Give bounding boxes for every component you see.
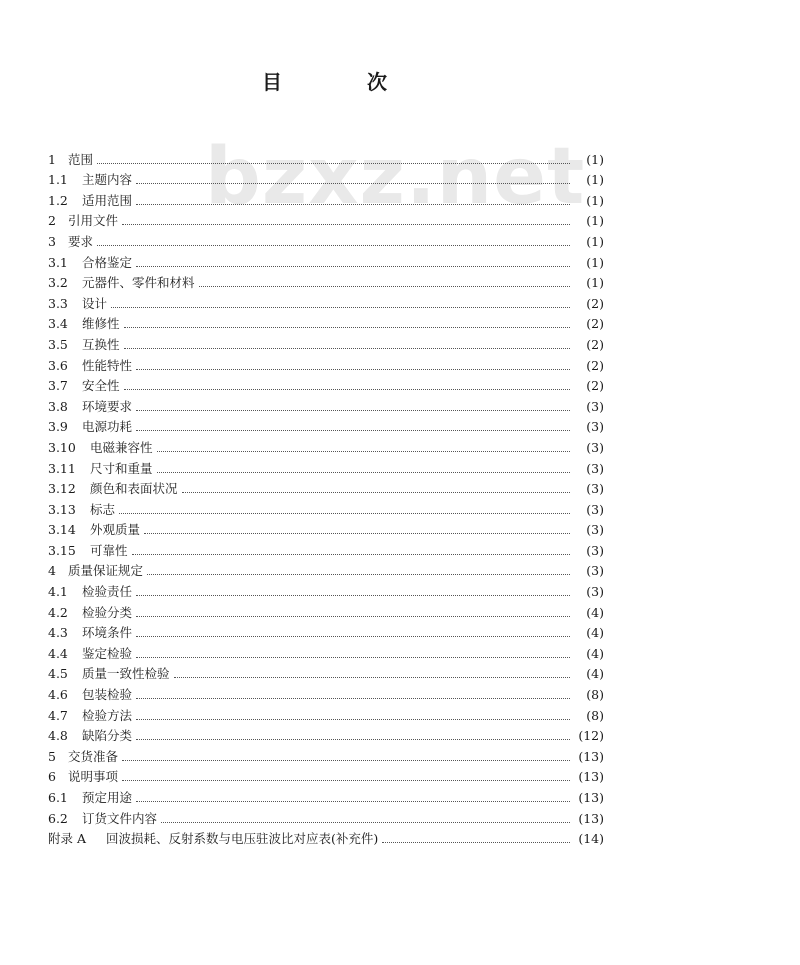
toc-entry-number: 4 (48, 563, 56, 579)
toc-entry-page: (4) (586, 645, 604, 661)
toc-leader-dots (97, 163, 570, 164)
toc-entry-number: 4.8 (48, 728, 68, 744)
toc-entry (48, 579, 604, 600)
toc-leader-dots (124, 348, 570, 349)
toc-entry-title: 交货准备 (68, 748, 119, 764)
toc-entry (48, 353, 604, 374)
toc-entry-title: 鉴定检验 (82, 645, 133, 661)
toc-entry-title: 环境要求 (82, 398, 133, 414)
toc-entry-number: 4.4 (48, 645, 68, 661)
toc-entry-title: 适用范围 (82, 192, 133, 208)
watermark: bzxz.net (205, 132, 586, 222)
toc-entry-title: 电源功耗 (82, 419, 133, 435)
toc-entry-number: 4.2 (48, 604, 68, 620)
toc-leader-dots (136, 595, 570, 596)
toc-entry-number: 3.4 (48, 316, 68, 332)
toc-entry (48, 785, 604, 806)
toc-entry-page: (1) (586, 233, 604, 249)
toc-entry-page: (4) (586, 625, 604, 641)
toc-entry-page: (2) (586, 336, 604, 352)
toc-entry-page: (4) (586, 666, 604, 682)
toc-leader-dots (136, 636, 570, 637)
toc-entry-title: 标志 (90, 501, 116, 517)
toc-entry (48, 497, 604, 518)
toc-entry-page: (2) (586, 378, 604, 394)
toc-entry (48, 744, 604, 765)
toc-leader-dots (136, 430, 570, 431)
toc-entry-page: (14) (578, 831, 604, 847)
toc-entry-title: 环境条件 (82, 625, 133, 641)
toc-leader-dots (147, 574, 570, 575)
toc-entry-page: (13) (578, 748, 604, 764)
toc-entry-page: (1) (586, 254, 604, 270)
toc-leader-dots (136, 266, 570, 267)
toc-entry (48, 538, 604, 559)
toc-entry-page: (1) (586, 213, 604, 229)
toc-leader-dots (111, 307, 570, 308)
toc-entry (48, 641, 604, 662)
toc-entry (48, 312, 604, 333)
toc-entry-number: 6 (48, 769, 56, 785)
toc-leader-dots (144, 533, 570, 534)
toc-leader-dots (174, 677, 570, 678)
toc-entry-number: 3.13 (48, 501, 76, 517)
toc-entry-title: 范围 (68, 151, 94, 167)
toc-entry-number: 3.14 (48, 522, 76, 538)
toc-entry-title: 性能特性 (82, 357, 133, 373)
toc-entry (48, 271, 604, 292)
toc-entry-page: (1) (586, 151, 604, 167)
toc-entry (48, 374, 604, 395)
toc-entry (48, 188, 604, 209)
toc-leader-dots (97, 245, 570, 246)
toc-entry-title: 回波损耗、反射系数与电压驻波比对应表(补充件) (106, 831, 379, 847)
toc-entry-title: 设计 (82, 295, 108, 311)
toc-leader-dots (132, 554, 570, 555)
toc-entry-title: 安全性 (82, 378, 120, 394)
toc-leader-dots (136, 183, 570, 184)
toc-entry-page: (3) (586, 584, 604, 600)
toc-entry-page: (3) (586, 501, 604, 517)
toc-entry-number: 1.1 (48, 172, 68, 188)
toc-entry-page: (2) (586, 316, 604, 332)
toc-entry (48, 147, 604, 168)
toc-leader-dots (136, 657, 570, 658)
toc-entry-page: (3) (586, 419, 604, 435)
toc-leader-dots (157, 451, 570, 452)
toc-entry-number: 4.5 (48, 666, 68, 682)
toc-entry-number: 5 (48, 748, 56, 764)
toc-entry-page: (13) (578, 769, 604, 785)
toc-entry (48, 477, 604, 498)
toc-leader-dots (136, 616, 570, 617)
toc-entry-page: (1) (586, 192, 604, 208)
toc-entry-title: 电磁兼容性 (90, 439, 153, 455)
toc-leader-dots (382, 842, 570, 843)
toc-entry-page: (3) (586, 398, 604, 414)
toc-entry-page: (3) (586, 460, 604, 476)
toc-entry-page: (3) (586, 542, 604, 558)
toc-entry-number: 6.1 (48, 790, 68, 805)
toc-entry-page: (3) (586, 563, 604, 579)
toc-entry-title: 颜色和表面状况 (90, 481, 178, 497)
toc-entry (48, 435, 604, 456)
toc-entry-page: (2) (586, 357, 604, 373)
toc-entry-title: 质量保证规定 (68, 563, 144, 579)
toc-leader-dots (136, 410, 570, 411)
toc-leader-dots (136, 698, 570, 699)
toc-entry-title: 检验方法 (82, 707, 133, 723)
toc-entry-page: (3) (586, 439, 604, 455)
toc-entry (48, 291, 604, 312)
toc-entry-number: 4.1 (48, 584, 68, 600)
toc-entry-number: 1.2 (48, 192, 68, 208)
toc-entry-page: (13) (578, 790, 604, 805)
toc-leader-dots (199, 286, 570, 287)
toc-leader-dots (136, 801, 570, 802)
toc-entry (48, 250, 604, 271)
toc-entry-number: 6.2 (48, 810, 68, 826)
toc-entry-number: 3.12 (48, 481, 76, 497)
toc-entry-page: (3) (586, 481, 604, 497)
toc-leader-dots (136, 204, 570, 205)
toc-entry-number: 4.7 (48, 707, 68, 723)
toc-entry (48, 600, 604, 621)
table-of-contents (48, 147, 604, 847)
toc-entry-number: 3.8 (48, 398, 68, 414)
toc-entry (48, 662, 604, 683)
toc-leader-dots (122, 760, 570, 761)
toc-leader-dots (124, 327, 570, 328)
toc-entry-page: (3) (586, 522, 604, 538)
toc-entry-page: (13) (578, 810, 604, 826)
toc-entry (48, 682, 604, 703)
toc-entry (48, 209, 604, 230)
toc-leader-dots (122, 224, 570, 225)
toc-entry (48, 703, 604, 724)
toc-entry-title: 可靠性 (90, 542, 128, 558)
toc-entry-page: (1) (586, 172, 604, 188)
toc-entry-title: 预定用途 (82, 790, 133, 805)
toc-entry-number: 3 (48, 233, 56, 249)
toc-entry-title: 包装检验 (82, 687, 133, 703)
toc-entry-page: (8) (586, 707, 604, 723)
toc-entry-title: 外观质量 (90, 522, 141, 538)
toc-entry (48, 415, 604, 436)
toc-entry-title: 合格鉴定 (82, 254, 133, 270)
toc-entry-title: 主题内容 (82, 172, 133, 188)
toc-entry-title: 要求 (68, 233, 94, 249)
toc-entry (48, 394, 604, 415)
toc-entry-title: 维修性 (82, 316, 120, 332)
toc-leader-dots (136, 739, 570, 740)
toc-entry (48, 806, 604, 827)
toc-leader-dots (136, 369, 570, 370)
toc-entry-title: 元器件、零件和材料 (82, 275, 195, 291)
toc-entry-number: 3.6 (48, 357, 68, 373)
toc-entry-title: 质量一致性检验 (82, 666, 170, 682)
toc-entry-title: 互换性 (82, 336, 120, 352)
toc-entry (48, 168, 604, 189)
toc-entry-page: (1) (586, 275, 604, 291)
toc-entry-number: 4.3 (48, 625, 68, 641)
toc-entry-number: 3.3 (48, 295, 68, 311)
toc-leader-dots (136, 719, 570, 720)
toc-entry-number: 3.15 (48, 542, 76, 558)
toc-entry-title: 检验分类 (82, 604, 133, 620)
toc-entry-page: (2) (586, 295, 604, 311)
toc-entry-number: 3.9 (48, 419, 68, 435)
toc-entry-number: 4.6 (48, 687, 68, 703)
toc-entry-number: 2 (48, 213, 56, 229)
title-char-2: 次 (367, 70, 387, 94)
title-char-1: 目 (262, 70, 282, 94)
toc-entry-title: 说明事项 (68, 769, 119, 785)
toc-entry-page: (8) (586, 687, 604, 703)
toc-entry-number: 1 (48, 151, 56, 167)
toc-entry (48, 332, 604, 353)
toc-entry (48, 621, 604, 642)
toc-entry-title: 订货文件内容 (82, 810, 158, 826)
toc-entry (48, 559, 604, 580)
toc-leader-dots (119, 513, 570, 514)
toc-entry (48, 456, 604, 477)
toc-entry-title: 缺陷分类 (82, 728, 133, 744)
toc-entry-number: 3.5 (48, 336, 68, 352)
toc-leader-dots (161, 822, 570, 823)
toc-entry-number: 附录 A (48, 831, 87, 847)
toc-leader-dots (182, 492, 570, 493)
toc-entry-number: 3.2 (48, 275, 68, 291)
toc-entry (48, 827, 604, 848)
toc-leader-dots (122, 780, 570, 781)
toc-entry-title: 检验责任 (82, 584, 133, 600)
toc-entry-number: 3.11 (48, 460, 76, 476)
toc-entry-title: 引用文件 (68, 213, 119, 229)
toc-entry-number: 3.7 (48, 378, 68, 394)
toc-entry (48, 229, 604, 250)
toc-leader-dots (124, 389, 570, 390)
toc-entry-number: 3.10 (48, 439, 76, 455)
toc-entry-page: (12) (578, 728, 604, 744)
toc-entry-page: (4) (586, 604, 604, 620)
toc-entry (48, 518, 604, 539)
toc-entry-number: 3.1 (48, 254, 68, 270)
toc-entry-title: 尺寸和重量 (90, 460, 153, 476)
toc-leader-dots (157, 472, 570, 473)
toc-entry (48, 765, 604, 786)
toc-entry (48, 724, 604, 745)
